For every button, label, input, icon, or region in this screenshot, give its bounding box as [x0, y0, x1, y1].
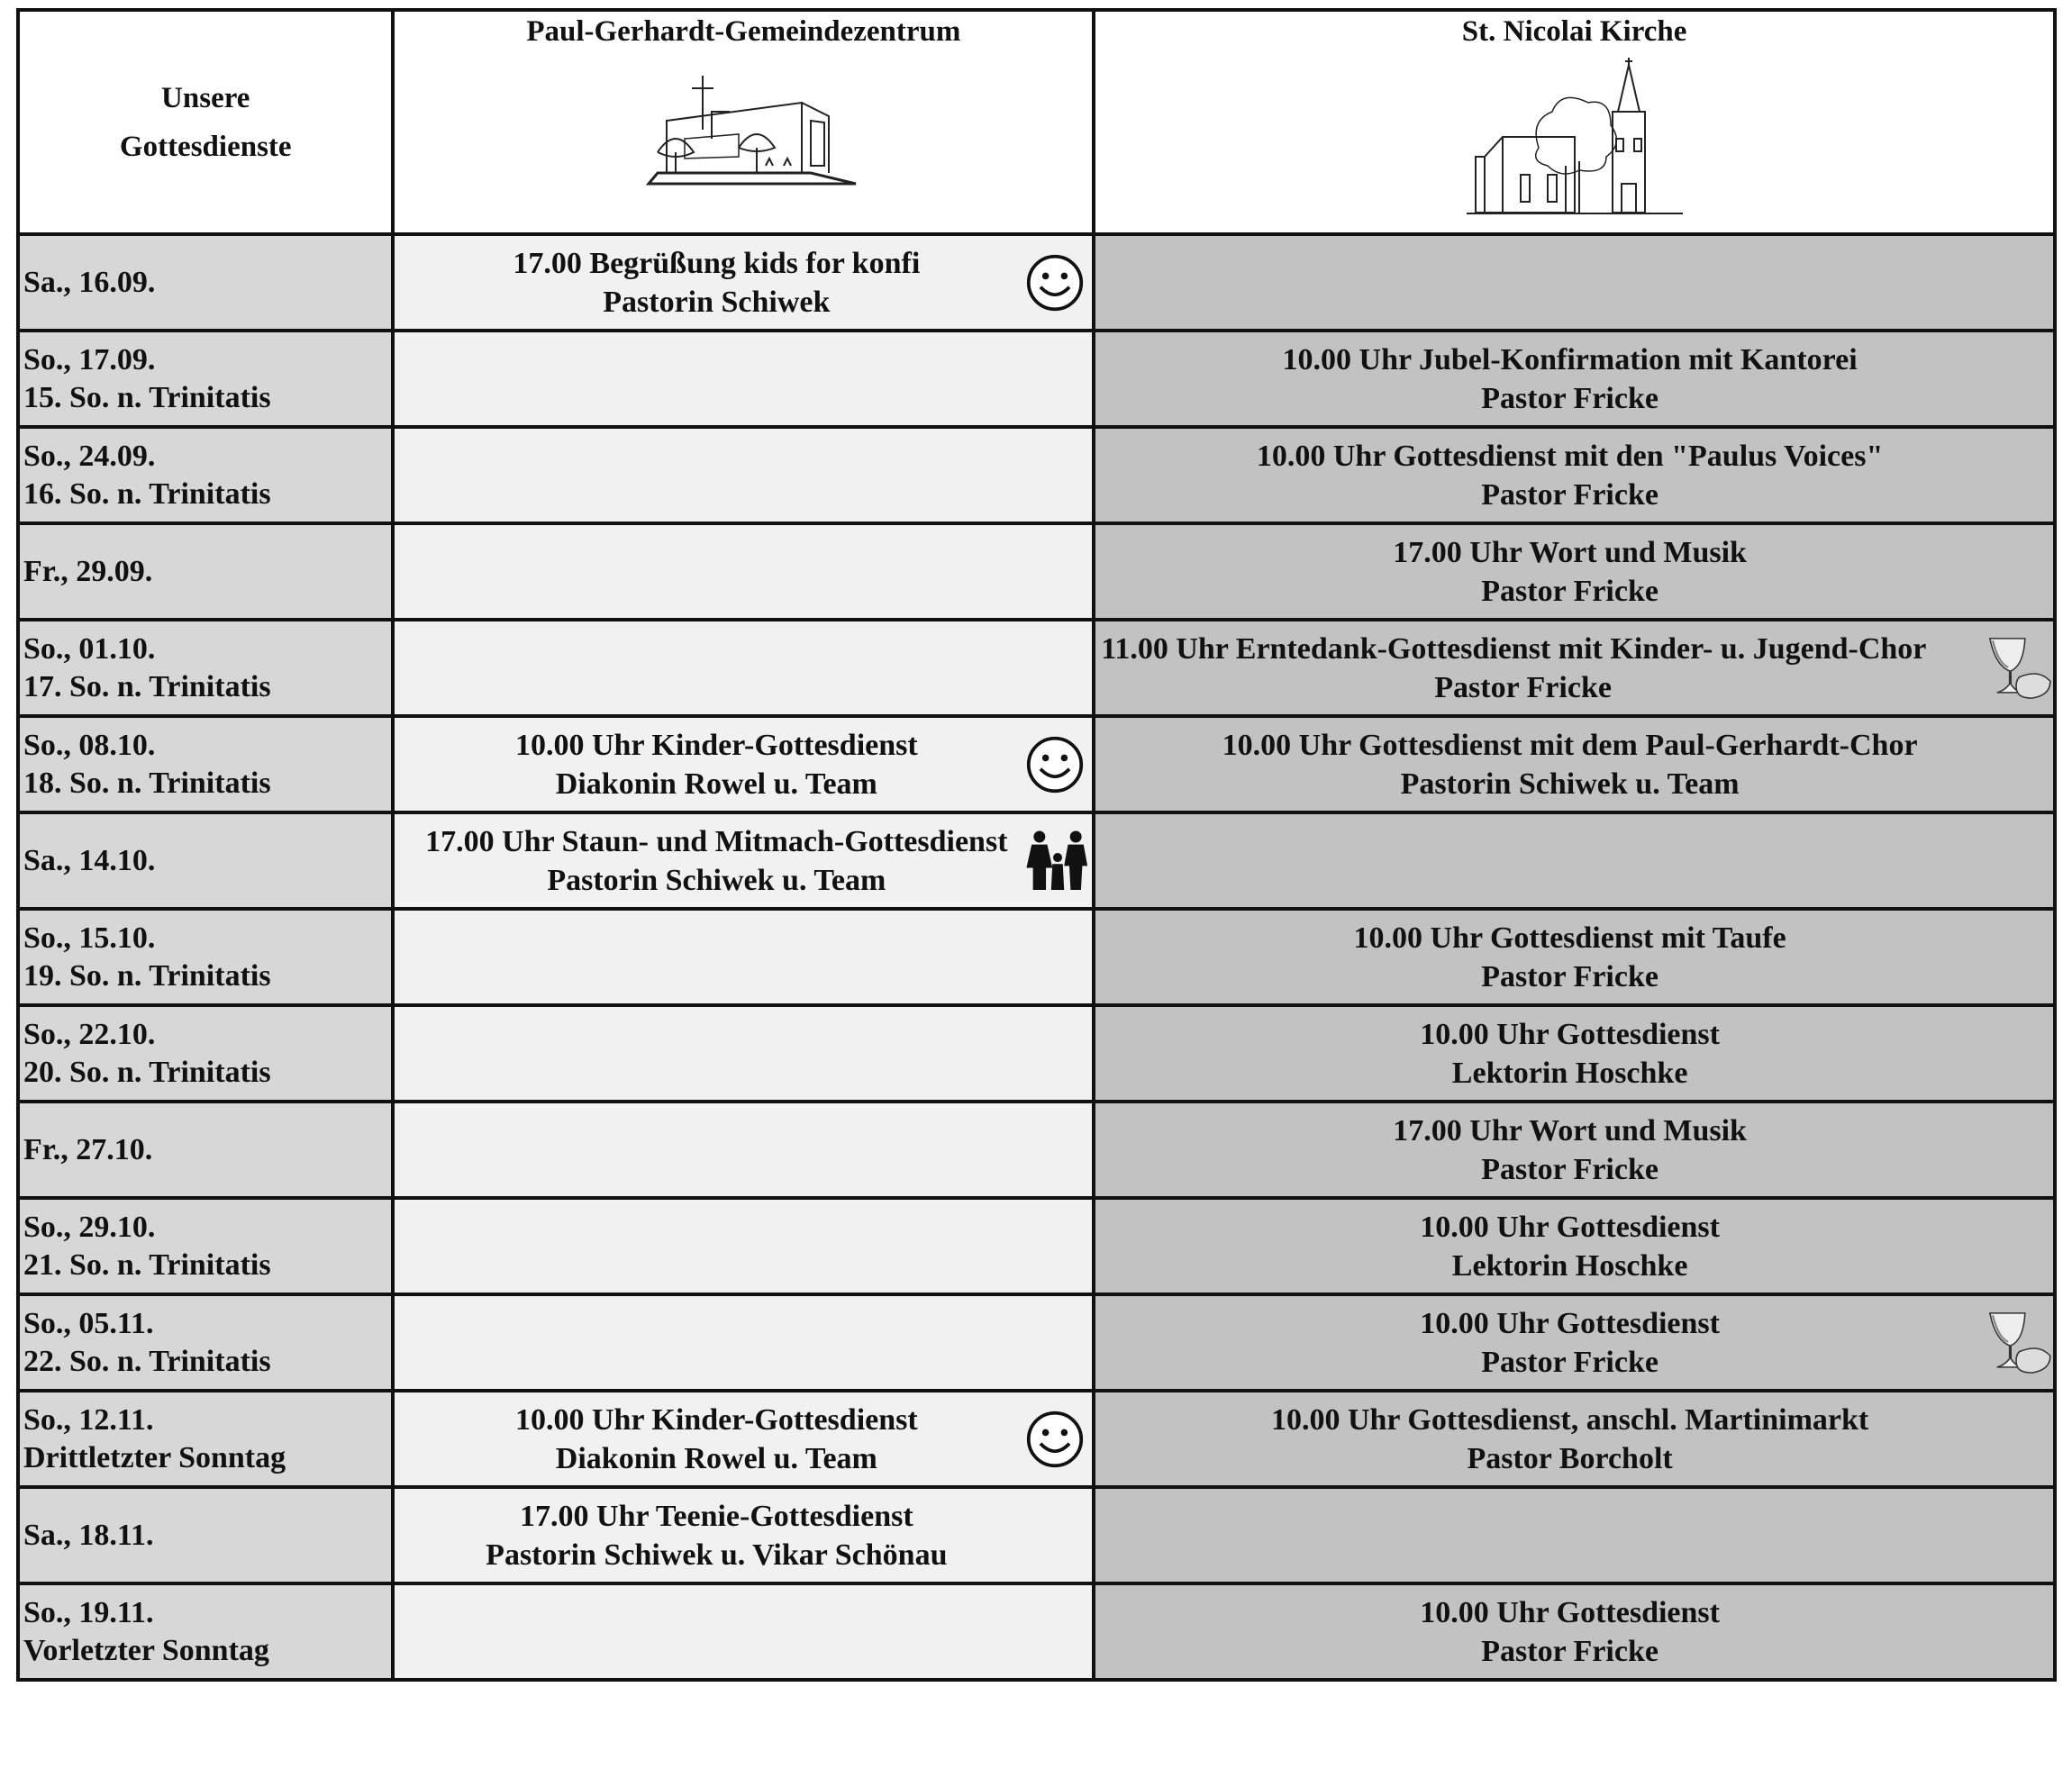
date-cell	[18, 234, 393, 331]
sunday-name: 20. So. n. Trinitatis	[23, 1055, 271, 1089]
service-title: 17.00 Uhr Wort und Musik	[1393, 1113, 1747, 1148]
chalice-bread-icon	[1983, 635, 2053, 702]
service-title: 10.00 Uhr Gottesdienst	[1420, 1210, 1720, 1244]
paul-gerhardt-service-cell	[393, 1294, 1094, 1391]
service-leader: Pastorin Schiwek	[603, 285, 831, 319]
service-entry	[1095, 1593, 2053, 1671]
service-entry	[1095, 1401, 2053, 1478]
schedule-row	[18, 1005, 2055, 1102]
date-label: Sa., 14.10.	[23, 843, 156, 877]
date-cell	[18, 1198, 393, 1294]
date-label: Fr., 29.09.	[23, 554, 153, 588]
service-entry	[1095, 1208, 2053, 1285]
date-label: So., 01.10.	[23, 631, 156, 666]
st-nicolai-service-cell	[1094, 234, 2055, 331]
date-label: So., 08.10.	[23, 728, 156, 762]
sunday-name: 19. So. n. Trinitatis	[23, 958, 271, 993]
service-entry	[1095, 726, 2053, 803]
service-title: 17.00 Uhr Wort und Musik	[1393, 535, 1747, 569]
service-entry	[395, 726, 1092, 803]
schedule-row	[18, 1583, 2055, 1680]
service-leader: Pastor Fricke	[1481, 1152, 1659, 1186]
service-title: 10.00 Uhr Kinder-Gottesdienst	[514, 728, 918, 762]
service-leader: Pastor Fricke	[1481, 1345, 1659, 1379]
st-nicolai-service-cell	[1094, 1391, 2055, 1487]
header-row	[18, 10, 2055, 234]
date-cell	[18, 812, 393, 909]
service-title: 10.00 Uhr Gottesdienst mit Taufe	[1353, 921, 1786, 955]
schedule-row	[18, 1198, 2055, 1294]
service-leader: Pastor Fricke	[1481, 1634, 1659, 1668]
sunday-name: 15. So. n. Trinitatis	[23, 380, 271, 414]
header-label-cell	[18, 10, 393, 234]
paul-gerhardt-service-cell	[393, 331, 1094, 427]
service-leader: Pastor Fricke	[1481, 381, 1659, 415]
header-church-st-nicolai	[1094, 10, 2055, 234]
date-label: So., 22.10.	[23, 1017, 156, 1051]
service-entry	[1095, 533, 2053, 611]
paul-gerhardt-service-cell	[393, 1487, 1094, 1583]
service-title: 17.00 Uhr Staun- und Mitmach-Gottesdienst	[425, 824, 1008, 858]
st-nicolai-service-cell	[1094, 331, 2055, 427]
schedule-row	[18, 1487, 2055, 1583]
church-name-st-nicolai: St. Nicolai Kirche	[1461, 15, 1687, 48]
service-leader: Pastor Fricke	[1481, 477, 1659, 512]
paul-gerhardt-service-cell	[393, 427, 1094, 523]
date-cell	[18, 1391, 393, 1487]
st-nicolai-service-cell	[1094, 427, 2055, 523]
date-cell	[18, 523, 393, 620]
service-title: 10.00 Uhr Gottesdienst	[1420, 1595, 1720, 1629]
date-cell	[18, 1294, 393, 1391]
service-title: 10.00 Uhr Gottesdienst	[1420, 1017, 1720, 1051]
paul-gerhardt-service-cell	[393, 234, 1094, 331]
service-title: 11.00 Uhr Erntedank-Gottesdienst mit Kinder- u. Jugend-Chor	[1101, 631, 1927, 666]
date-cell	[18, 1005, 393, 1102]
paul-gerhardt-service-cell	[393, 716, 1094, 812]
date-label: Sa., 18.11.	[23, 1518, 154, 1552]
schedule-row	[18, 331, 2055, 427]
st-nicolai-service-cell	[1094, 812, 2055, 909]
service-entry	[1095, 1015, 2053, 1093]
schedule-row	[18, 1102, 2055, 1198]
service-title: 17.00 Begrüßung kids for konfi	[513, 246, 921, 280]
date-cell	[18, 716, 393, 812]
community-center-drawing-icon	[622, 58, 865, 193]
date-label: So., 05.11.	[23, 1306, 154, 1340]
smiley-icon	[1025, 253, 1085, 313]
service-title: 10.00 Uhr Gottesdienst, anschl. Martinimarkt	[1270, 1402, 1869, 1437]
paul-gerhardt-service-cell	[393, 812, 1094, 909]
schedule-row	[18, 1294, 2055, 1391]
st-nicolai-service-cell	[1094, 1487, 2055, 1583]
service-title: 10.00 Uhr Kinder-Gottesdienst	[514, 1402, 918, 1437]
service-leader: Lektorin Hoschke	[1451, 1056, 1688, 1090]
schedule-row	[18, 523, 2055, 620]
sunday-name: Vorletzter Sonntag	[23, 1633, 269, 1667]
service-entry	[1095, 630, 2053, 707]
sunday-name: 18. So. n. Trinitatis	[23, 766, 271, 800]
st-nicolai-service-cell	[1094, 716, 2055, 812]
st-nicolai-service-cell	[1094, 620, 2055, 716]
service-entry	[395, 822, 1092, 900]
service-leader: Pastorin Schiwek u. Vikar Schönau	[486, 1538, 948, 1572]
service-entry	[395, 1497, 1092, 1574]
chalice-bread-icon	[1983, 1310, 2053, 1376]
paul-gerhardt-service-cell	[393, 1102, 1094, 1198]
service-schedule-table	[16, 8, 2057, 1682]
service-entry	[1095, 919, 2053, 996]
sunday-name: Drittletzter Sonntag	[23, 1440, 286, 1474]
sunday-name: 22. So. n. Trinitatis	[23, 1344, 271, 1378]
date-cell	[18, 427, 393, 523]
service-leader: Pastor Borcholt	[1467, 1441, 1673, 1475]
service-title: 17.00 Uhr Teenie-Gottesdienst	[520, 1499, 913, 1533]
paul-gerhardt-service-cell	[393, 1005, 1094, 1102]
service-entry	[395, 1401, 1092, 1478]
service-entry	[1095, 1304, 2053, 1382]
smiley-icon	[1025, 735, 1085, 794]
date-label: So., 15.10.	[23, 921, 156, 955]
schedule-row	[18, 427, 2055, 523]
date-cell	[18, 1583, 393, 1680]
date-cell	[18, 620, 393, 716]
date-cell	[18, 331, 393, 427]
service-title: 10.00 Uhr Gottesdienst	[1420, 1306, 1720, 1340]
church-name-paul-gerhardt: Paul-Gerhardt-Gemeindezentrum	[526, 15, 961, 48]
paul-gerhardt-service-cell	[393, 523, 1094, 620]
service-entry	[395, 244, 1092, 322]
header-label-line2: Gottesdienste	[119, 130, 292, 163]
schedule-row	[18, 812, 2055, 909]
service-leader: Pastor Fricke	[1434, 670, 1612, 704]
sunday-name: 17. So. n. Trinitatis	[23, 669, 271, 703]
paul-gerhardt-service-cell	[393, 620, 1094, 716]
smiley-icon	[1025, 1410, 1085, 1469]
date-label: So., 24.09.	[23, 439, 156, 473]
date-label: So., 19.11.	[23, 1595, 154, 1629]
church-drawing-icon	[1467, 58, 1683, 215]
date-cell	[18, 909, 393, 1005]
st-nicolai-service-cell	[1094, 523, 2055, 620]
date-label: Sa., 16.09.	[23, 265, 156, 299]
header-church-paul-gerhardt	[393, 10, 1094, 234]
service-leader: Pastor Fricke	[1481, 574, 1659, 608]
st-nicolai-service-cell	[1094, 1294, 2055, 1391]
family-icon	[1025, 820, 1090, 903]
service-entry	[1095, 1111, 2053, 1189]
st-nicolai-service-cell	[1094, 1102, 2055, 1198]
date-cell	[18, 1102, 393, 1198]
schedule-row	[18, 716, 2055, 812]
date-cell	[18, 1487, 393, 1583]
service-title: 10.00 Uhr Jubel-Konfirmation mit Kantorei	[1282, 342, 1858, 376]
paul-gerhardt-service-cell	[393, 1391, 1094, 1487]
paul-gerhardt-service-cell	[393, 909, 1094, 1005]
date-label: So., 12.11.	[23, 1402, 154, 1437]
schedule-row	[18, 234, 2055, 331]
date-label: So., 29.10.	[23, 1210, 156, 1244]
service-leader: Pastor Fricke	[1481, 959, 1659, 993]
date-label: Fr., 27.10.	[23, 1132, 153, 1166]
st-nicolai-service-cell	[1094, 1198, 2055, 1294]
service-leader: Diakonin Rowel u. Team	[555, 767, 877, 801]
date-label: So., 17.09.	[23, 342, 156, 376]
st-nicolai-service-cell	[1094, 909, 2055, 1005]
service-title: 10.00 Uhr Gottesdienst mit den "Paulus Voices"	[1256, 439, 1884, 473]
service-leader: Lektorin Hoschke	[1451, 1248, 1688, 1283]
service-leader: Pastorin Schiwek u. Team	[547, 863, 886, 897]
sunday-name: 21. So. n. Trinitatis	[23, 1247, 271, 1282]
paul-gerhardt-service-cell	[393, 1198, 1094, 1294]
schedule-row	[18, 1391, 2055, 1487]
schedule-row	[18, 909, 2055, 1005]
service-entry	[1095, 340, 2053, 418]
paul-gerhardt-service-cell	[393, 1583, 1094, 1680]
service-title: 10.00 Uhr Gottesdienst mit dem Paul-Gerhardt-Chor	[1222, 728, 1918, 762]
service-leader: Diakonin Rowel u. Team	[555, 1441, 877, 1475]
header-label-line1: Unsere	[161, 81, 250, 114]
st-nicolai-service-cell	[1094, 1583, 2055, 1680]
service-leader: Pastorin Schiwek u. Team	[1400, 767, 1740, 801]
st-nicolai-service-cell	[1094, 1005, 2055, 1102]
service-entry	[1095, 437, 2053, 514]
sunday-name: 16. So. n. Trinitatis	[23, 476, 271, 511]
schedule-row	[18, 620, 2055, 716]
